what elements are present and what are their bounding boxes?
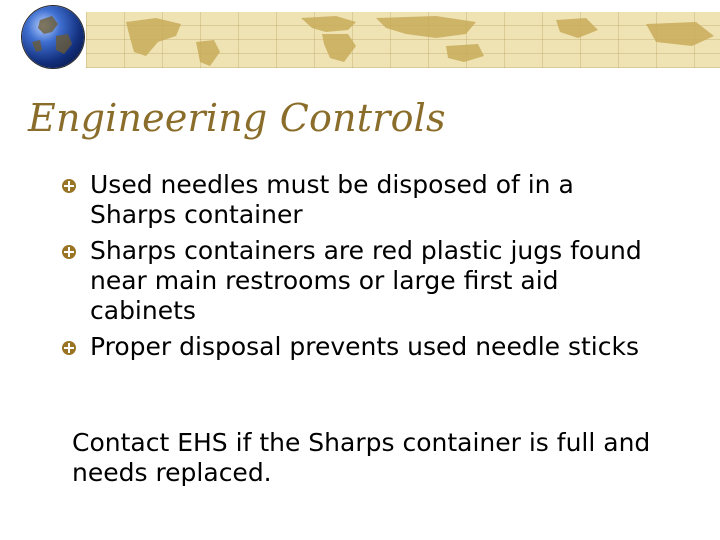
globe-icon [22,6,84,68]
bullet-text: Sharps containers are red plastic jugs found near main restrooms or large first aid cabinets [90,236,642,325]
bullet-icon [62,179,76,193]
bullet-item [60,236,660,326]
bullet-icon [62,245,76,259]
contact-note: Contact EHS if the Sharps container is full and needs replaced. [72,428,651,487]
bullet-list [60,170,660,368]
bullet-item [60,332,660,362]
bullet-item [60,170,660,230]
slide-title: Engineering Controls [28,96,446,140]
bullet-text: Used needles must be disposed of in a Sharps container [90,170,574,229]
bullet-icon [62,341,76,355]
header-world-map [86,12,720,68]
bullet-text: Proper disposal prevents used needle sticks [90,332,639,361]
